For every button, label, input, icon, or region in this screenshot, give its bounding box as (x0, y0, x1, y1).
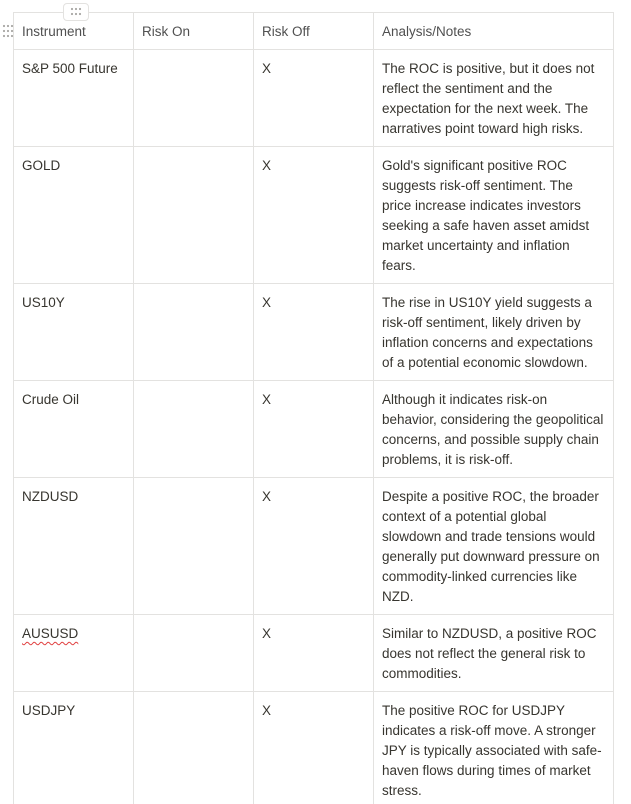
table-row (14, 381, 614, 478)
cell-instrument[interactable]: USDJPY (14, 692, 134, 804)
cell-risk-off[interactable]: X (254, 147, 374, 284)
cell-instrument[interactable]: S&P 500 Future (14, 50, 134, 147)
cell-instrument[interactable]: GOLD (14, 147, 134, 284)
cell-risk-off[interactable]: X (254, 615, 374, 692)
column-drag-handle-icon[interactable] (63, 3, 89, 21)
cell-instrument[interactable]: US10Y (14, 284, 134, 381)
cell-risk-on[interactable] (134, 284, 254, 381)
cell-notes[interactable]: Gold's significant positive ROC suggests risk-off sentiment. The price increase indicates investors seeking a safe haven asset amidst market uncertainty and inflation fears. (374, 147, 614, 284)
cell-risk-on[interactable] (134, 692, 254, 804)
table-row (14, 615, 614, 692)
header-row (14, 13, 614, 50)
cell-instrument[interactable]: NZDUSD (14, 478, 134, 615)
cell-risk-on[interactable] (134, 381, 254, 478)
risk-table-container (13, 12, 613, 804)
cell-notes[interactable]: Although it indicates risk-on behavior, considering the geopolitical concerns, and possible supply chain problems, it is risk-off. (374, 381, 614, 478)
header-analysis-notes[interactable]: Analysis/Notes (374, 13, 614, 50)
cell-risk-on[interactable] (134, 615, 254, 692)
cell-notes[interactable]: Despite a positive ROC, the broader context of a potential global slowdown and trade tensions would generally put downward pressure on commodity-linked currencies like NZD. (374, 478, 614, 615)
cell-risk-off[interactable]: X (254, 284, 374, 381)
cell-risk-on[interactable] (134, 478, 254, 615)
cell-risk-on[interactable] (134, 147, 254, 284)
cell-instrument[interactable] (14, 615, 134, 692)
cell-notes[interactable]: The positive ROC for USDJPY indicates a risk-off move. A stronger JPY is typically associated with safe-haven flows during times of market stress. (374, 692, 614, 804)
cell-risk-on[interactable] (134, 50, 254, 147)
cell-notes[interactable]: The rise in US10Y yield suggests a risk-off sentiment, likely driven by inflation concerns and expectations of a potential economic slowdown. (374, 284, 614, 381)
header-risk-off[interactable]: Risk Off (254, 13, 374, 50)
table-row (14, 50, 614, 147)
table-row (14, 478, 614, 615)
header-instrument[interactable]: Instrument (14, 13, 134, 50)
header-risk-on[interactable]: Risk On (134, 13, 254, 50)
table-row (14, 147, 614, 284)
table-row (14, 692, 614, 804)
row-drag-handle-icon[interactable] (1, 21, 17, 41)
spellcheck-word[interactable]: AUSUSD (22, 626, 79, 641)
cell-risk-off[interactable]: X (254, 381, 374, 478)
risk-table (13, 12, 614, 804)
cell-risk-off[interactable]: X (254, 692, 374, 804)
cell-notes[interactable]: The ROC is positive, but it does not reflect the sentiment and the expectation for the next week. The narratives point toward high risks. (374, 50, 614, 147)
table-row (14, 284, 614, 381)
cell-risk-off[interactable]: X (254, 50, 374, 147)
cell-risk-off[interactable]: X (254, 478, 374, 615)
cell-instrument[interactable]: Crude Oil (14, 381, 134, 478)
cell-notes[interactable]: Similar to NZDUSD, a positive ROC does not reflect the general risk to commodities. (374, 615, 614, 692)
